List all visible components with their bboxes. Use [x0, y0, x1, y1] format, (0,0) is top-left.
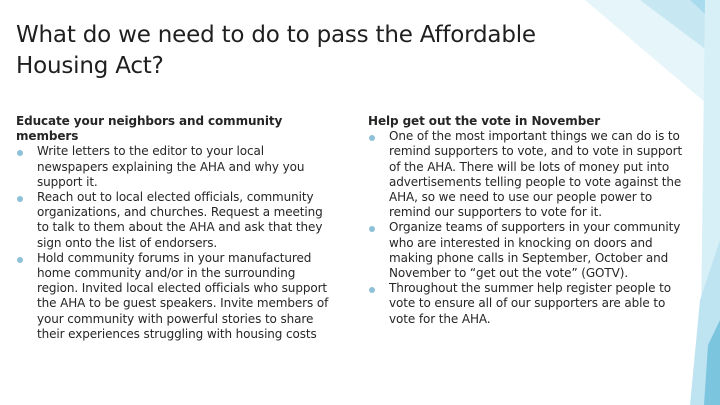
list-item — [16, 251, 336, 342]
left-bullet-list — [16, 144, 336, 342]
bullet-text: Write letters to the editor to your local newspapers explaining the AHA and why you support it. — [37, 144, 305, 189]
bullet-dot-icon — [369, 135, 375, 141]
right-column-heading: Help get out the vote in November — [368, 114, 601, 128]
left-column-heading: Educate your neighbors and community members — [16, 114, 283, 144]
list-item — [368, 281, 694, 327]
bullet-text: Throughout the summer help register people to vote to ensure all of our supporters are able to vote for the AHA. — [389, 281, 672, 326]
bullet-dot-icon — [17, 257, 23, 263]
bullet-dot-icon — [369, 226, 375, 232]
list-item — [368, 129, 694, 220]
list-item — [368, 220, 694, 281]
left-column — [16, 114, 336, 342]
bullet-dot-icon — [17, 150, 23, 156]
bullet-dot-icon — [17, 196, 23, 202]
list-item — [16, 144, 336, 190]
list-item — [16, 190, 336, 251]
bullet-text: Hold community forums in your manufactured home community and/or in the surrounding region. Invited local elected officials who support the AHA to be guest speakers. Invite members of your community with powerful stories to share their experiences struggling with housing costs — [37, 250, 329, 341]
bullet-text: Organize teams of supporters in your community who are interested in knocking on doors and making phone calls in September, October and November to “get out the vote” (GOTV). — [389, 220, 681, 281]
right-bullet-list — [368, 129, 694, 327]
slide-title: What do we need to do to pass the Affordable Housing Act? — [16, 22, 536, 79]
right-column — [368, 114, 694, 327]
bullet-text: Reach out to local elected officials, community organizations, and churches. Request a meeting to talk to them about the AHA and ask that they sign onto the list of endorsers. — [37, 190, 323, 250]
bullet-text: One of the most important things we can do is to remind supporters to vote, and to vote in support of the AHA. There will be lots of money put into advertisements telling people to vote against the AHA, so we need to use our people power to remind our supporters to vote for it. — [389, 129, 683, 220]
bullet-dot-icon — [369, 287, 375, 293]
